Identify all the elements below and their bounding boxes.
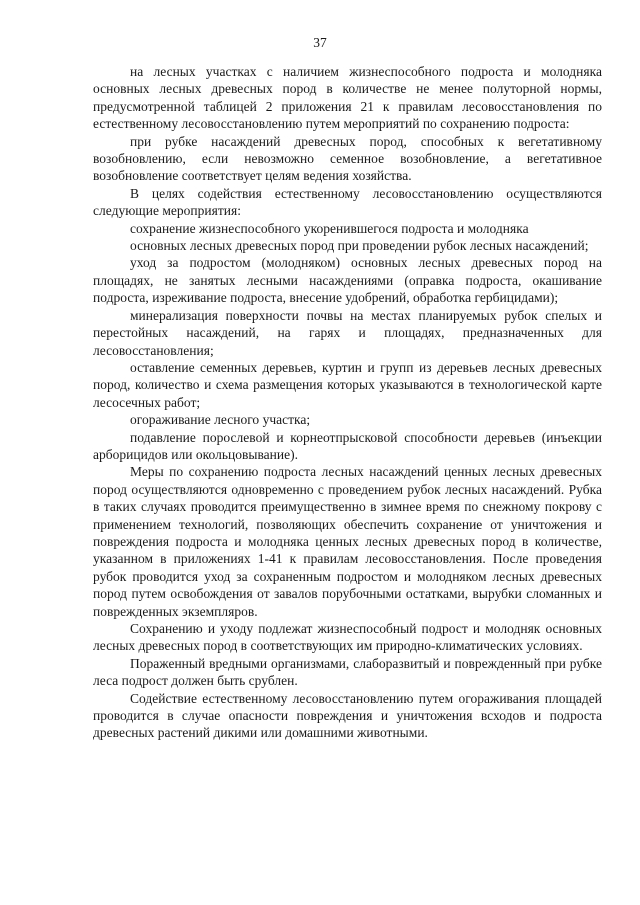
paragraph: Содействие естественному лесовосстановлению путем огораживания площадей проводится в случае опасности повреждения и уничтожения всходов и подроста древесных растений дикими или домашними животными. xyxy=(93,690,602,741)
paragraph: Меры по сохранению подроста лесных насаждений ценных лесных древесных пород осуществляются одновременно с проведением рубок лесных насаждений. Рубка в таких случаях проводится преимущественно в зимнее время по снежному покрову с применением технологий, позволяющих обеспечить сохранение от уничтожения и повреждения подроста и молодняка ценных лесных древесных пород в количестве, указанном в приложениях 1-41 к правилам лесовосстановления. После проведения рубок проводится уход за сохраненным подростом и молодняком лесных древесных пород путем освобождения от завалов порубочными остатками, вырубки сломанных и поврежденных экземпляров. xyxy=(93,464,602,619)
document-body xyxy=(93,63,602,742)
paragraph: на лесных участках с наличием жизнеспособного подроста и молодняка основных лесных древесных пород в количестве не менее полуторной нормы, предусмотренной таблицей 2 приложения 21 к правилам лесовосстановления по естественному лесовосстановлению путем мероприятий по сохранению подроста: xyxy=(93,64,602,132)
paragraph: оставление семенных деревьев, куртин и групп из деревьев лесных древесных пород, количество и схема размещения которых указываются в технологической карте лесосечных работ; xyxy=(93,359,602,410)
paragraph: В целях содействия естественному лесовосстановлению осуществляются следующие мероприятия: xyxy=(93,185,602,219)
paragraph: уход за подростом (молодняком) основных лесных древесных пород на площадях, не занятых лесными насаждениями (оправка подроста, окашивание подроста, изреживание подроста, внесение удобрений, обработка гербицидами); xyxy=(93,255,602,306)
paragraph: огораживание лесного участка; xyxy=(130,412,311,428)
paragraph: минерализация поверхности почвы на местах планируемых рубок спелых и перестойных насаждений, на гарях и площадях, предназначенных для лесовосстановления; xyxy=(93,307,602,358)
paragraph: подавление порослевой и корнеотпрысковой способности деревьев (инъекции арборицидов или окольцовывание). xyxy=(93,429,602,462)
paragraph: Сохранению и уходу подлежат жизнеспособный подрост и молодняк основных лесных древесных пород в соответствующих им природно-климатических условиях. xyxy=(93,621,602,654)
paragraph: Пораженный вредными организмами, слаборазвитый и поврежденный при рубке леса подрост должен быть срублен. xyxy=(93,655,602,689)
paragraph: сохранение жизнеспособного укоренившегося подроста и молодняка xyxy=(130,220,529,236)
paragraph: при рубке насаждений древесных пород, способных к вегетативному возобновлению, если невозможно семенное возобновление, а вегетативное возобновление соответствует целям ведения хозяйства. xyxy=(93,133,602,184)
page-number: 37 xyxy=(313,35,327,50)
paragraph: основных лесных древесных пород при проведении рубок лесных насаждений; xyxy=(130,238,589,254)
